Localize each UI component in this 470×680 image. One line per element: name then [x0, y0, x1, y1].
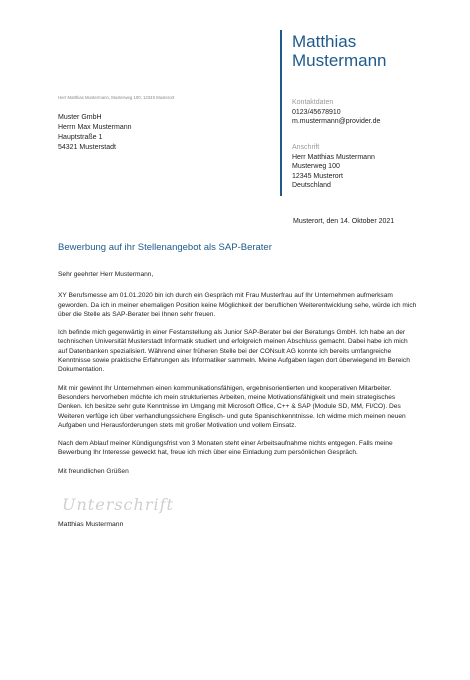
letter-subject: Bewerbung auf ihr Stellenangebot als SAP-Berater: [58, 242, 272, 253]
closing: Mit freundlichen Grüßen: [58, 467, 129, 475]
applicant-name: [292, 32, 386, 70]
contact-email: m.mustermann@provider.de: [292, 118, 381, 125]
recipient-address: [58, 113, 132, 153]
contact-label: Kontaktdaten: [292, 99, 334, 106]
paragraph-2: Ich befinde mich gegenwärtig in einer Festanstellung als Junior SAP-Berater bei der Beratungs GmbH. Ich habe an der technischen Universität Musterstadt Informatik studiert und erfolgreich meinen Abschluss gemacht. Dabei habe ich mich auf Datenbanken spezialisiert. Während einer früheren Stelle bei der CONsult AG konnte ich bereits umfangreiche Kenntnisse sowie praktische Erfahrungen als Informatiker sammeln. Meine Aufgaben lagen dort überwiegend im Bereich Dokumentation.: [58, 329, 410, 374]
sender-return-line: Herr Matthias Mustermann, Musterweg 100, 12345 Musterort: [58, 95, 175, 100]
address-street: Musterweg 100: [292, 163, 340, 170]
address-label: Anschrift: [292, 144, 320, 151]
recipient-person: Herrn Max Mustermann: [58, 124, 132, 131]
recipient-company: Muster GmbH: [58, 114, 102, 121]
letter-date: Musterort, den 14. Oktober 2021: [293, 218, 395, 225]
paragraph-1: XY Berufsmesse am 01.01.2020 bin ich durch ein Gespräch mit Frau Musterfrau auf Ihr Unternehmen aufmerksam geworden. Da ich in meiner ehemaligen Position keine Möglichkeit der beruflichen Weiterentwicklung sehe, würde ich mich über die Stelle als SAP-Berater bei Ihnen sehr freuen.: [58, 292, 417, 318]
paragraph-3: Mit mir gewinnt Ihr Unternehmen einen kommunikationsfähigen, ergebnisorientierten und kooperativen Mitarbeiter. Besonders hervorheben möchte ich mein strukturiertes Arbeiten, meine Motivationsfähigkeit und mein strategisches Denken. Ich besitze sehr gute Kenntnisse im Umgang mit Microsoft Office, C++ & SAP (Module SD, MM, FI/CO). Des Weiteren verfüge ich über verhandlungssichere Englisch- und gute Spanischkenntnisse. Ich widme mich meinen neuen Aufgaben und Herausforderungen stets mit großer Motivation und vollem Einsatz.: [58, 384, 406, 429]
paragraph-4: Nach dem Ablauf meiner Kündigungsfrist von 3 Monaten steht einer Arbeitsaufnahme nichts entgegen. Falls meine Bewerbung Ihr Interesse geweckt hat, freue ich mich über eine Einladung zum persönlichen Gespräch.: [58, 440, 393, 457]
address-name: Herr Matthias Mustermann: [292, 153, 375, 161]
signature-image: Unterschrift: [62, 495, 174, 514]
address-block: [292, 143, 375, 191]
recipient-city: 54321 Musterstadt: [58, 144, 116, 151]
signature-name: Matthias Mustermann: [58, 521, 124, 528]
contact-phone: 0123/45678910: [292, 108, 341, 116]
letter-body: [58, 270, 418, 485]
address-country: Deutschland: [292, 182, 331, 189]
contact-block: [292, 98, 380, 127]
recipient-street: Hauptstraße 1: [58, 134, 103, 141]
salutation: Sehr geehrter Herr Mustermann,: [58, 271, 154, 278]
name-last: Mustermann: [292, 51, 387, 70]
header-divider-line: [280, 30, 282, 196]
address-city: 12345 Musterort: [292, 172, 343, 180]
name-first: Matthias: [292, 32, 357, 51]
